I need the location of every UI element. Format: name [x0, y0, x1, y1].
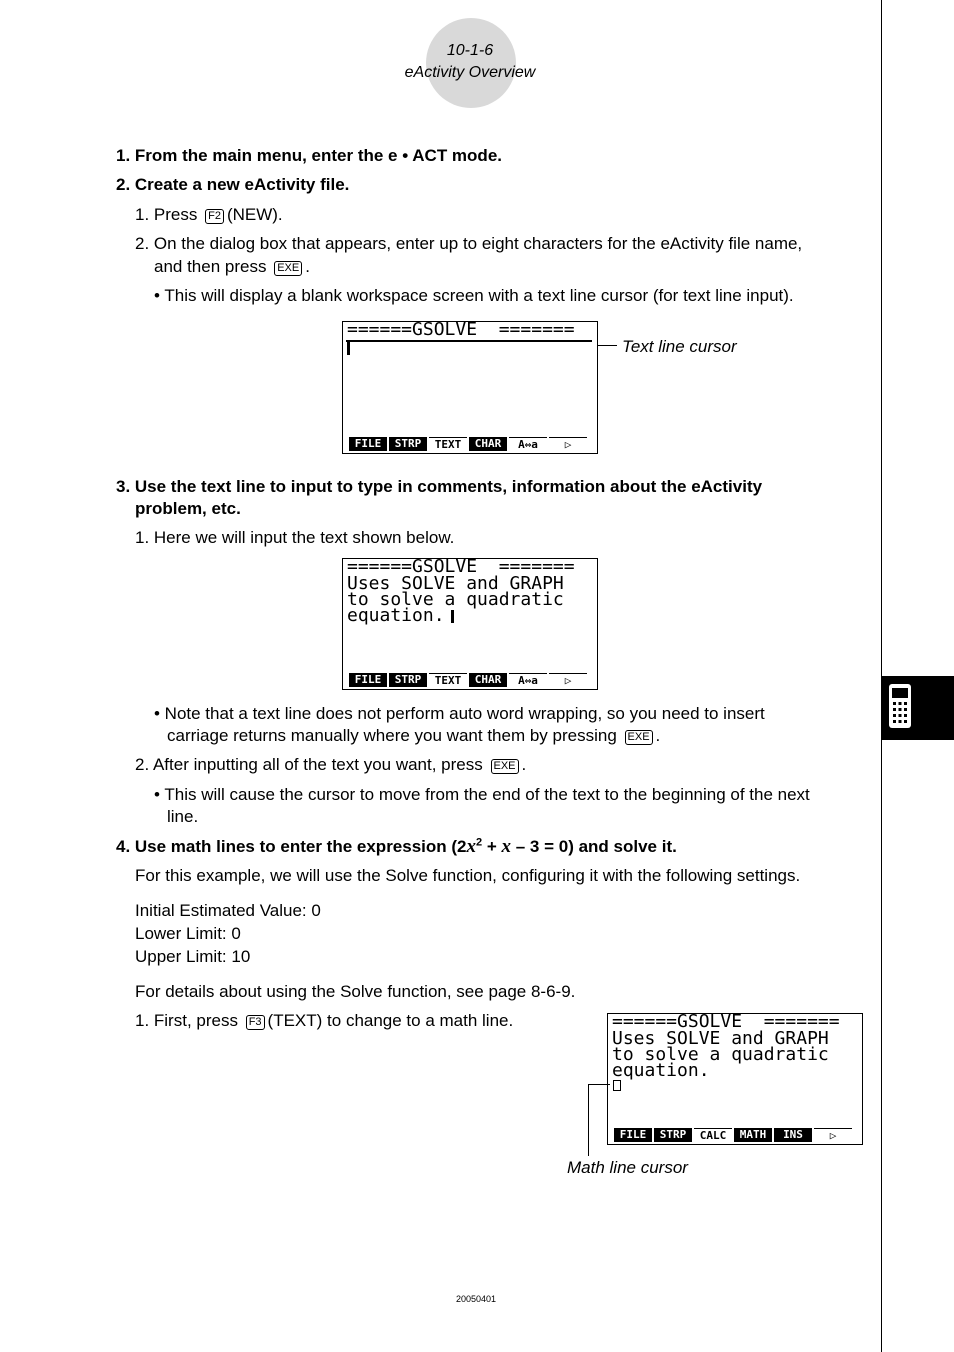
fkey-file: FILE	[349, 673, 387, 687]
step-2-2-bullet: • This will display a blank workspace screen with a text line cursor (for text line input).	[154, 286, 794, 305]
f3-key-icon: F3	[246, 1015, 265, 1030]
text-line-underline	[346, 340, 592, 342]
fkey-file: FILE	[614, 1128, 652, 1142]
f2-key-icon: F2	[205, 209, 224, 224]
step-4-intro: For this example, we will use the Solve function, configuring it with the following settings.	[135, 866, 801, 885]
fkey-text: TEXT	[429, 673, 467, 687]
fkey-strp: STRP	[389, 673, 427, 687]
fkey-file: FILE	[349, 437, 387, 451]
setting-initial: Initial Estimated Value: 0	[135, 901, 321, 920]
fkey-strp: STRP	[389, 437, 427, 451]
step-2-1-text: 1. Press	[135, 205, 198, 224]
function-key-bar	[349, 437, 587, 451]
fkey-char: CHAR	[469, 673, 507, 687]
screen-text-input	[342, 558, 598, 690]
fkey-strp: STRP	[654, 1128, 692, 1142]
step-3-2-text: 2. After inputting all of the text you want, press	[135, 755, 483, 774]
step-4-prefix: 4. Use math lines to enter the expression (2	[116, 837, 467, 856]
screen-title: ======GSOLVE =======	[612, 1013, 840, 1032]
fkey-more: ▷	[549, 673, 587, 687]
function-key-bar	[349, 673, 587, 687]
step-2: 2. Create a new eActivity file.	[116, 175, 350, 194]
screen-title: ======GSOLVE =======	[347, 321, 575, 340]
step-4-1-suffix: (TEXT) to change to a math line.	[267, 1011, 514, 1030]
setting-upper: Upper Limit: 10	[135, 947, 251, 966]
step-3-2-bullet-line1: • This will cause the cursor to move from the end of the text to the beginning of the next	[154, 785, 810, 804]
fkey-more: ▷	[814, 1128, 852, 1142]
fkey-char: CHAR	[469, 437, 507, 451]
screen-text-line-2: to solve a quadratic	[612, 1044, 829, 1065]
page-number: 10-1-6	[446, 42, 494, 59]
header-circle	[426, 18, 516, 108]
exe-key-icon: EXE	[274, 261, 302, 276]
step-4-1-text: 1. First, press	[135, 1011, 238, 1030]
screen-text-line-1: Uses SOLVE and GRAPH	[347, 573, 564, 594]
step-3-note-text: carriage returns manually where you want them by pressing	[167, 726, 617, 745]
fkey-math: MATH	[734, 1128, 772, 1142]
text-cursor-leader	[597, 345, 617, 346]
math-cursor-leader-v	[588, 1084, 589, 1156]
screen-math-line	[607, 1013, 863, 1145]
fkey-calc: CALC	[694, 1128, 732, 1142]
footer-code: 20050401	[456, 1294, 497, 1304]
section-title: eActivity Overview	[404, 64, 536, 81]
setting-lower: Lower Limit: 0	[135, 924, 241, 943]
calculator-icon	[882, 676, 954, 740]
fkey-case: A⇔a	[509, 437, 547, 451]
fkey-ins: INS	[774, 1128, 812, 1142]
var-x-2: x	[501, 836, 512, 857]
step-3-line2: problem, etc.	[135, 499, 241, 518]
text-line-cursor	[347, 342, 350, 355]
step-4-details: For details about using the Solve function, see page 8-6-9.	[135, 982, 576, 1001]
step-4-1	[135, 1011, 513, 1031]
exponent: 2	[476, 836, 483, 849]
step-3-note-line2: carriage returns manually where you want them by pressing EXE .	[167, 726, 661, 745]
chapter-tab	[882, 676, 954, 740]
fkey-case: A⇔a	[509, 673, 547, 687]
step-3-1: 1. Here we will input the text shown below.	[135, 528, 455, 547]
step-2-2-line2: and then press EXE .	[154, 257, 310, 276]
math-cursor-leader-h	[588, 1084, 610, 1085]
math-line-cursor	[613, 1080, 621, 1091]
step-2-2-text: and then press	[154, 257, 267, 276]
screen-text-line-1: Uses SOLVE and GRAPH	[612, 1028, 829, 1049]
step-4	[116, 836, 677, 858]
fkey-more: ▷	[549, 437, 587, 451]
exe-key-icon: EXE	[625, 730, 653, 745]
step-3-note-line1: • Note that a text line does not perform auto word wrapping, so you need to insert	[154, 704, 765, 723]
fkey-text: TEXT	[429, 437, 467, 451]
step-2-2-line1: 2. On the dialog box that appears, enter up to eight characters for the eActivity file name,	[135, 234, 803, 253]
step-3-2: 2. After inputting all of the text you want, press EXE .	[135, 755, 527, 774]
screen-text-line-2: to solve a quadratic	[347, 589, 564, 610]
step-4-suffix: – 3 = 0) and solve it.	[511, 837, 677, 856]
callout-text-cursor: Text line cursor	[622, 337, 737, 356]
function-key-bar	[614, 1128, 852, 1142]
screen-blank-workspace	[342, 321, 598, 454]
step-1: 1. From the main menu, enter the e • ACT mode.	[116, 146, 502, 165]
plus: +	[482, 837, 502, 856]
exe-key-icon: EXE	[491, 759, 519, 774]
step-2-1	[135, 205, 283, 225]
step-2-1-suffix: (NEW).	[226, 205, 283, 224]
screen-title: ======GSOLVE =======	[347, 558, 575, 577]
callout-math-cursor: Math line cursor	[567, 1158, 688, 1177]
text-cursor	[451, 610, 454, 623]
step-3-line1: 3. Use the text line to input to type in comments, information about the eActivity	[116, 477, 763, 496]
var-x: x	[466, 836, 477, 857]
screen-text-line-3: equation.	[612, 1060, 710, 1081]
screen-text-line-3: equation.	[347, 605, 445, 626]
step-3-2-bullet-line2: line.	[167, 807, 199, 826]
